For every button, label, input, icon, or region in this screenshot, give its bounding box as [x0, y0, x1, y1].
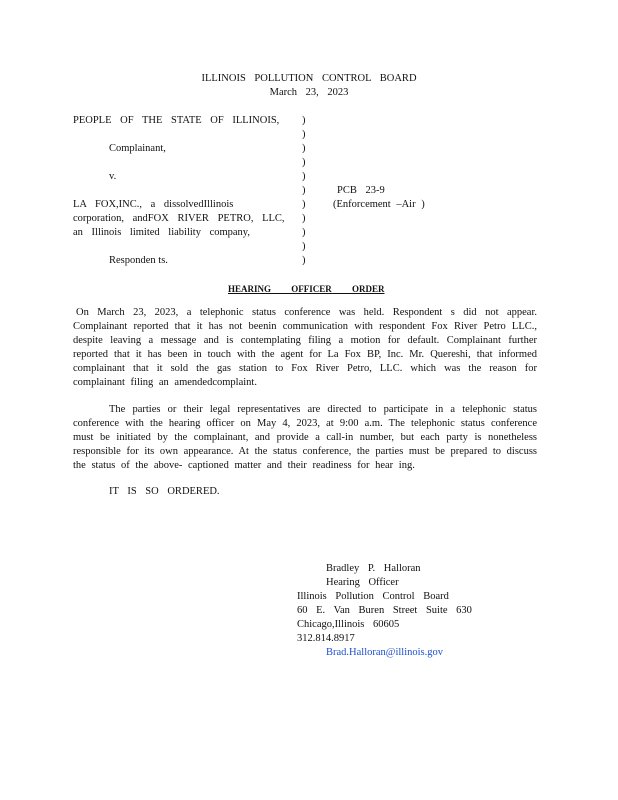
caption-parentheses: [302, 114, 306, 268]
caption-paren: ): [302, 115, 306, 126]
street-address: 60 E. Van Buren Street Suite 630: [297, 605, 472, 616]
case-number: PCB 23-9: [337, 185, 385, 196]
caption-paren: ): [302, 241, 306, 252]
caption-paren: ): [302, 157, 306, 168]
caption-paren: ): [302, 143, 306, 154]
signer-name: Bradley P. Halloran: [326, 563, 421, 574]
plaintiff-role: Complainant,: [109, 143, 166, 154]
caption-paren: ): [302, 185, 306, 196]
agency-title: ILLINOIS POLLUTION CONTROL BOARD: [201, 73, 417, 84]
caption-paren: ): [302, 171, 306, 182]
closing-statement: IT IS SO ORDERED.: [109, 486, 220, 497]
signer-title: Hearing Officer: [326, 577, 399, 588]
case-type: (Enforcement –Air ): [333, 199, 425, 210]
board-name: Illinois Pollution Control Board: [297, 591, 449, 602]
versus-label: v.: [109, 171, 117, 182]
caption-paren: ): [302, 255, 306, 266]
caption-paren: ): [302, 129, 306, 140]
defendant-line-3: an Illinois limited liability company,: [73, 227, 251, 238]
plaintiff-name: PEOPLE OF THE STATE OF ILLINOIS,: [73, 115, 280, 126]
caption-paren: ): [302, 213, 306, 224]
phone-number: 312.814.8917: [297, 633, 355, 644]
paragraph-1: On March 23, 2023, a telephonic status conference was held. Respondent s did not appear. Complainant reported that it has not beenin communication with respondent Fox River Petro LLC., despite leaving a message and is contemplating filing a motion for default. Complainant further reported that it has been in touch with the agent for La Fox BP, Inc. Mr. Quereshi, that informed complainant that it sold the gas station to Fox River Petro, LLC. which was the reason for complainant filing an amendedcomplaint.: [73, 307, 537, 388]
paragraph-2: The parties or their legal representatives are directed to participate in a telephonic status conference with the hearing officer on May 4, 2023, at 9:00 a.m. The telephonic status conference must be initiated by the complainant, and provide a call-in number, but each party is nonetheless responsible for its own appearance. At the status conference, the parties must be prepared to discuss the status of the above- captioned matter and their readiness for hear ing.: [73, 404, 537, 471]
city-address: Chicago,Illinois 60605: [297, 619, 400, 630]
email-link[interactable]: Brad.Halloran@illinois.gov: [326, 647, 443, 658]
defendant-role: Responden ts.: [109, 255, 168, 266]
order-heading: HEARING OFFICER ORDER: [228, 284, 385, 294]
caption-paren: ): [302, 227, 306, 238]
defendant-line-2: corporation, andFOX RIVER PETRO, LLC,: [73, 213, 285, 224]
order-date: March 23, 2023: [269, 87, 349, 98]
defendant-line-1: LA FOX,INC., a dissolvedIllinois: [73, 199, 234, 210]
caption-paren: ): [302, 199, 306, 210]
